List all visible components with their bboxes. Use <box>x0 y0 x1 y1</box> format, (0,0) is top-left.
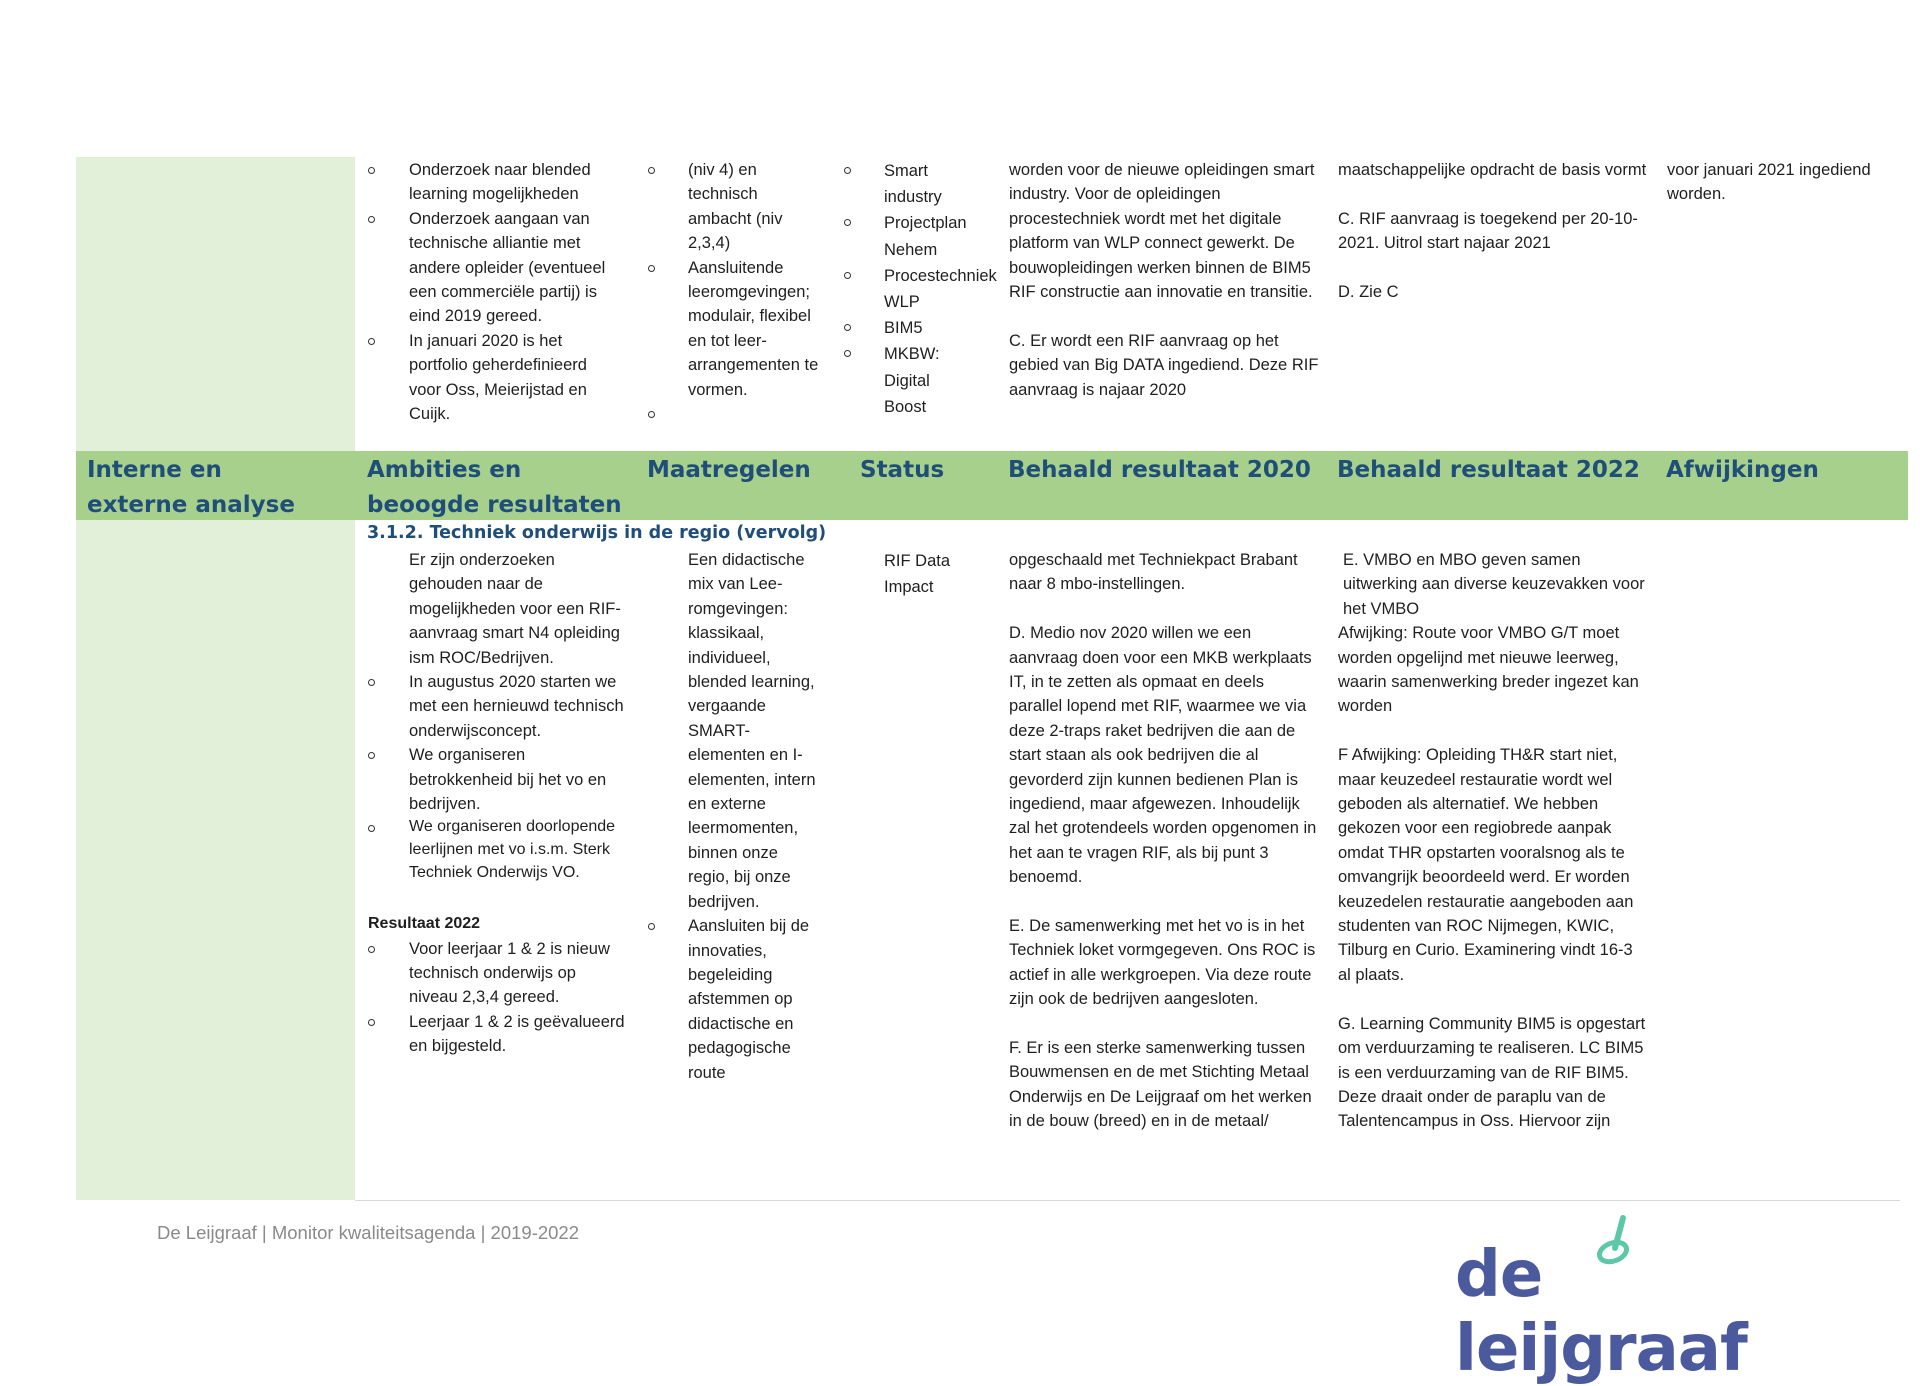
leijgraaf-logo <box>1455 1218 1775 1386</box>
paragraph: opgeschaald met Techniekpact Brabant naar 8 mbo-instellingen. <box>1009 551 1298 594</box>
header-analyse: Interne en externe analyse <box>87 457 295 518</box>
paragraph: worden voor de nieuwe opleidingen smart industry. Voor de opleidingen procestechniek wordt met het digitale platform van WLP connect gewerkt. De bouwopleidingen werken binnen de BIM5 RIF constructie aan innovatie en transitie. <box>1009 161 1315 302</box>
list-item: Leerjaar 1 & 2 is geëvalueerd en bijgesteld. <box>368 1010 628 1059</box>
list-item: In januari 2020 is het portfolio geherdefinieerd voor Oss, Meierijstad en Cuijk. <box>368 329 618 427</box>
paragraph: D. Zie C <box>1338 283 1399 301</box>
list-item: Onderzoek aangaan van technische alliantie met andere opleider (eventueel een commerciële partij) is eind 2019 gereed. <box>368 207 618 329</box>
top-ambities-cell <box>368 158 618 426</box>
paragraph: F Afwijking: Opleiding TH&R start niet, maar keuzedeel restauratie wordt wel geboden als alternatief. We hebben gekozen voor een regiobrede aanpak omdat THR opstarten vooralsnog als te omvangrijk beoordeeld werd. Er worden keuzedelen restauratie aangeboden aan studenten van ROC Nijmegen, KWIC, Tilburg en Curio. Examinering vindt 16-3 al plaats. <box>1338 746 1634 984</box>
paragraph: C. Er wordt een RIF aanvraag op het gebied van Big DATA ingediend. Deze RIF aanvraag is najaar 2020 <box>1009 331 1319 399</box>
top-maatregelen-cell <box>648 158 820 402</box>
header-status: Status <box>860 457 945 483</box>
bottom-resultaat-2022-cell <box>1338 548 1650 1134</box>
list-item: In augustus 2020 starten we met een hernieuwd technisch onderwijsconcept. <box>368 670 628 743</box>
paragraph: E. De samenwerking met het vo is in het Techniek loket vormgegeven. Ons ROC is actief in alle werkgroepen. Via deze route zijn ook de bedrijven aangesloten. <box>1009 917 1316 1009</box>
list-item: Projectplan Nehem <box>844 210 974 262</box>
list-item: Procestechniek WLP <box>844 263 974 315</box>
page-footer: De Leijgraaf | Monitor kwaliteitsagenda | 2019-2022 <box>157 1222 580 1243</box>
paragraph: D. Medio nov 2020 willen we een aanvraag doen voor een MKB werkplaats IT, in te zetten als opmaat en deels parallel lopend met RIF, waarmee we via deze 2-traps raket bedrijven die aan de start staan als ook bedrijven die al gevorderd zijn kunnen bedienen Plan is ingediend, maar afgewezen. Inhoudelijk zal het grotendeels worden opgenomen in het aan te vragen RIF, als bij punt 3 benoemd. <box>1009 624 1317 887</box>
list-item: Voor leerjaar 1 & 2 is nieuw technisch onderwijs op niveau 2,3,4 gereed. <box>368 937 628 1010</box>
bottom-status-cell <box>884 548 984 600</box>
header-resultaat-2022: Behaald resultaat 2022 <box>1337 457 1640 483</box>
list-item: Smart industry <box>844 158 974 210</box>
logo-text: de leijgraaf <box>1455 1238 1747 1386</box>
header-resultaat-2020: Behaald resultaat 2020 <box>1008 457 1311 483</box>
paragraph: F. Er is een sterke samenwerking tussen Bouwmensen en de met Stichting Metaal Onderwijs en De Leijgraaf om het werken in de bouw (breed) en in de metaal/ <box>1009 1039 1312 1131</box>
list-item: Aansluitende leeromgevingen; modulair, flexibel en tot leer-arrangementen te vormen. <box>648 256 820 402</box>
header-afwijkingen: Afwijkingen <box>1666 457 1819 483</box>
paragraph: Afwijking: Route voor VMBO G/T moet worden opgelijnd met nieuwe leerweg, waarin samenwerking breder ingezet kan worden <box>1338 624 1639 716</box>
paragraph: C. RIF aanvraag is toegekend per 20-10-2021. Uitrol start najaar 2021 <box>1338 209 1638 253</box>
top-status-cell <box>844 158 997 420</box>
list-item: (niv 4) en technisch ambacht (niv 2,3,4) <box>648 158 820 256</box>
paragraph: Een didactische mix van Lee-romgevingen: klassikaal, individueel, blended learning, vergaande SMART-elementen en I-elementen, intern en externe leermomenten, binnen onze regio, bij onze bedrijven. <box>688 551 816 911</box>
top-resultaat-2020-cell <box>1009 158 1319 402</box>
list-item: We organiseren betrokkenheid bij het vo en bedrijven. <box>368 743 628 816</box>
header-ambities: Ambities en beoogde resultaten <box>367 457 622 518</box>
status-text: RIF Data Impact <box>884 552 951 597</box>
list-item: Aansluiten bij de innovaties, begeleiding afstemmen op didactische en pedagogische route <box>648 914 820 1085</box>
section-title: 3.1.2. Techniek onderwijs in de regio (vervolg) <box>367 523 827 543</box>
paragraph: E. VMBO en MBO geven samen uitwerking aan diverse keuzevakken voor het VMBO <box>1343 551 1645 618</box>
paragraph: G. Learning Community BIM5 is opgestart om verduurzaming te realiseren. LC BIM5 is een verduurzaming van de RIF BIM5. Deze draait onder de paraplu van de Talentencampus in Oss. Hiervoor zijn <box>1338 1014 1646 1131</box>
header-maatregelen: Maatregelen <box>647 457 811 483</box>
top-afwijkingen-cell <box>1667 158 1907 207</box>
paragraph: Er zijn onderzoeken gehouden naar de mogelijkheden voor een RIF-aanvraag smart N4 opleiding ism ROC/Bedrijven. <box>409 551 621 667</box>
resultaat-title: Resultaat 2022 <box>368 915 481 933</box>
list-item: MKBW: Digital Boost <box>844 341 974 420</box>
list-item: BIM5 <box>844 315 974 341</box>
paragraph: maatschappelijke opdracht de basis vormt <box>1338 161 1647 179</box>
bottom-maatregelen-cell <box>648 548 820 1085</box>
list-item: Onderzoek naar blended learning mogelijkheden <box>368 158 618 207</box>
bottom-resultaat-2020-cell <box>1009 548 1321 1134</box>
table-bottom-border <box>355 1200 1900 1201</box>
analyse-column-background <box>76 157 355 1200</box>
bottom-ambities-cell <box>368 548 628 1059</box>
list-item: We organiseren doorlopende leerlijnen met vo i.s.m. Sterk Techniek Onderwijs VO. <box>368 816 628 884</box>
paragraph: voor januari 2021 ingediend worden. <box>1667 161 1871 204</box>
top-resultaat-2022-cell <box>1338 158 1648 304</box>
